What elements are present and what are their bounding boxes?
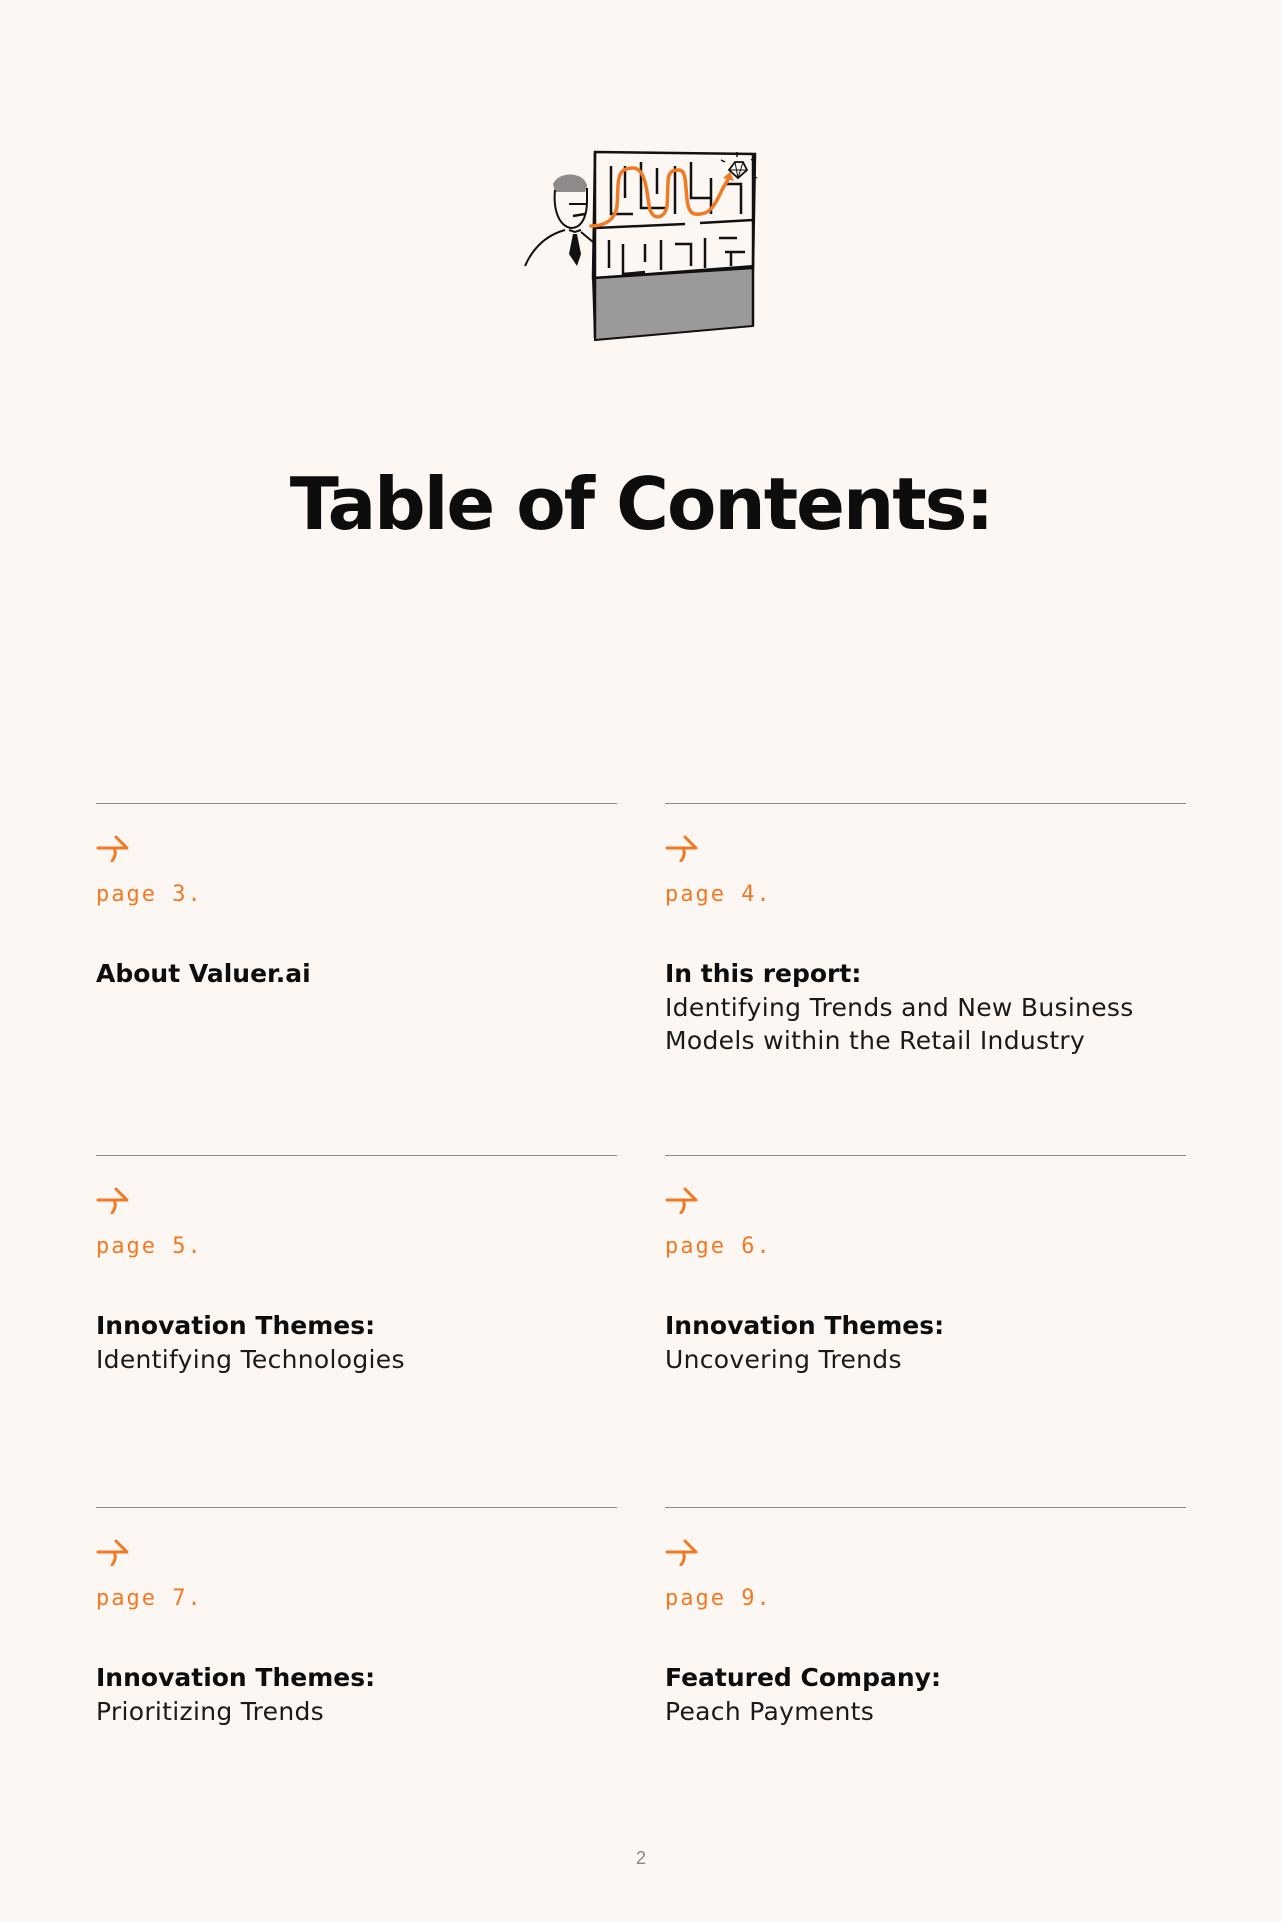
toc-subtitle: Peach Payments bbox=[665, 1697, 875, 1726]
toc-subtitle: Identifying Technologies bbox=[96, 1345, 405, 1374]
toc-item[interactable] bbox=[96, 1507, 617, 1828]
toc-subtitle: Prioritizing Trends bbox=[96, 1697, 325, 1726]
toc-heading: In this report: bbox=[665, 959, 862, 988]
toc-item[interactable] bbox=[96, 803, 617, 1124]
toc-subtitle: Uncovering Trends bbox=[665, 1345, 902, 1374]
toc-page-number: page 3. bbox=[96, 882, 203, 907]
arrow-right-icon bbox=[96, 1184, 130, 1214]
toc-heading: Featured Company: bbox=[665, 1663, 941, 1692]
toc-subtitle: Identifying Trends and New Business Models within the Retail Industry bbox=[665, 993, 1134, 1055]
toc-page-number: page 4. bbox=[665, 882, 772, 907]
toc-page-number: page 5. bbox=[96, 1234, 203, 1259]
toc-heading: About Valuer.ai bbox=[96, 959, 311, 988]
toc-page-number: page 9. bbox=[665, 1586, 772, 1611]
toc-item[interactable] bbox=[665, 1507, 1186, 1828]
toc-page-number: page 7. bbox=[96, 1586, 203, 1611]
arrow-right-icon bbox=[665, 1184, 699, 1214]
arrow-right-icon bbox=[665, 1536, 699, 1566]
toc-page-number: page 6. bbox=[665, 1234, 772, 1259]
page-title: Table of Contents: bbox=[289, 462, 993, 547]
arrow-right-icon bbox=[96, 832, 130, 862]
toc-heading: Innovation Themes: bbox=[96, 1663, 376, 1692]
page-number: 2 bbox=[635, 1848, 646, 1868]
toc-item[interactable] bbox=[665, 803, 1186, 1124]
toc-item[interactable] bbox=[96, 1155, 617, 1476]
toc-item[interactable] bbox=[665, 1155, 1186, 1476]
toc-heading: Innovation Themes: bbox=[96, 1311, 376, 1340]
arrow-right-icon bbox=[665, 832, 699, 862]
man-looking-at-maze-icon bbox=[515, 148, 765, 348]
arrow-right-icon bbox=[96, 1536, 130, 1566]
toc-heading: Innovation Themes: bbox=[665, 1311, 945, 1340]
